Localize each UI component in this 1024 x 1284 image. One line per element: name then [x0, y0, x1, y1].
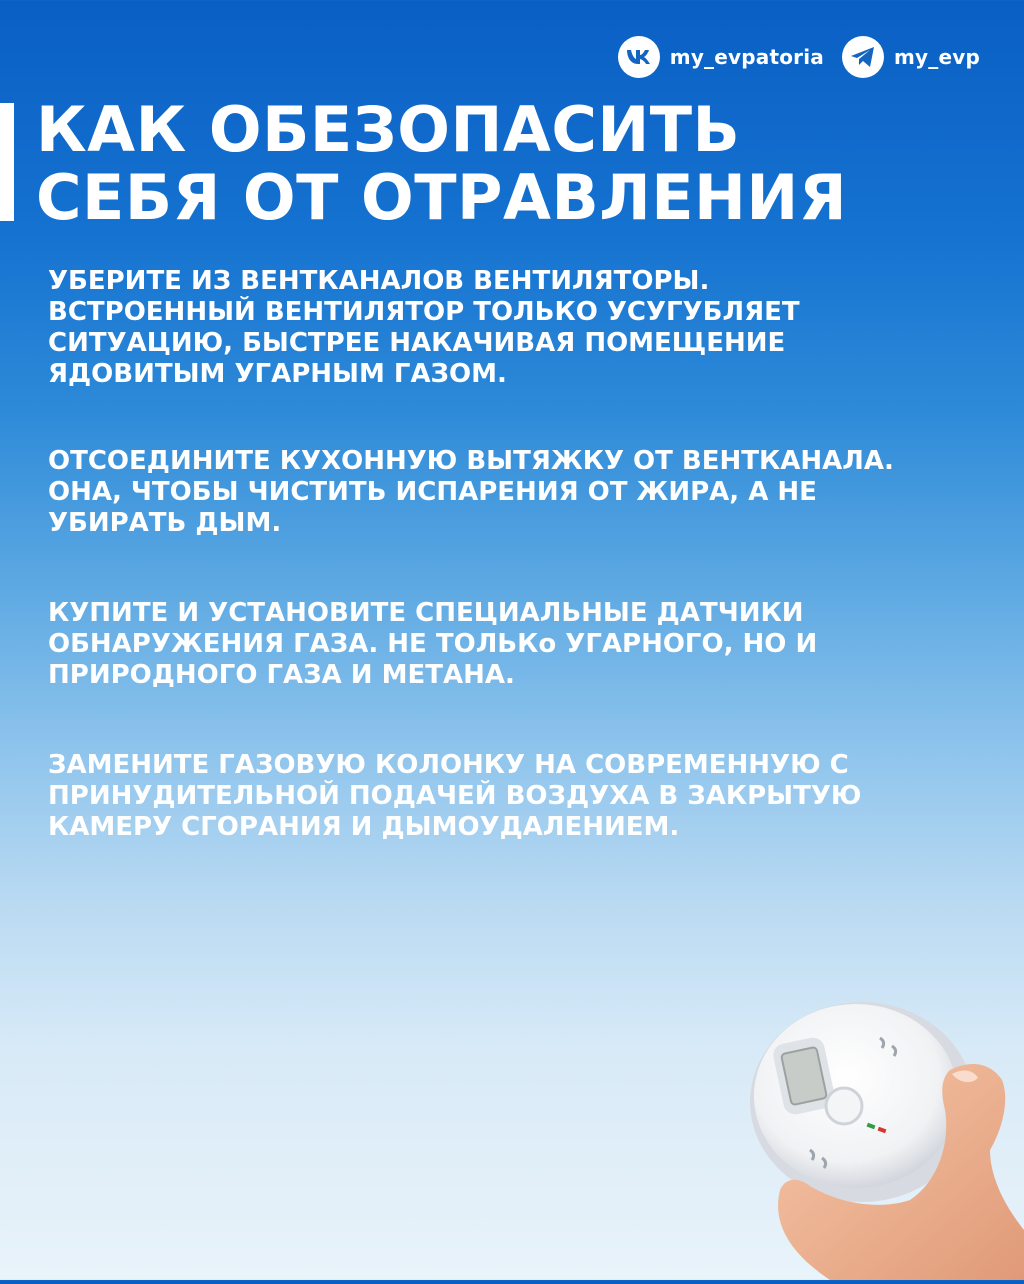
tip-2 — [48, 446, 998, 539]
telegram-handle: my_evp — [894, 45, 980, 69]
tip-4-line: КАМЕРУ СГОРАНИЯ И ДЫМОУДАЛЕНИЕМ. — [48, 812, 680, 842]
tip-3-line: КУПИТЕ И УСТАНОВИТЕ СПЕЦИАЛЬНЫЕ ДАТЧИКИ — [48, 598, 804, 628]
tip-4 — [48, 750, 998, 843]
tip-3-line: ОБНАРУЖЕНИЯ ГАЗА. НЕ ТОЛЬКо УГАРНОГО, НО И — [48, 629, 818, 659]
detector-button — [826, 1088, 862, 1124]
title-line-2: СЕБЯ ОТ ОТРАВЛЕНИЯ — [36, 161, 848, 234]
tip-1-line: УБЕРИТЕ ИЗ ВЕНТКАНАЛОВ ВЕНТИЛЯТОРЫ. — [48, 266, 710, 296]
tip-4-line: ПРИНУДИТЕЛЬНОЙ ПОДАЧЕЙ ВОЗДУХА В ЗАКРЫТУЮ — [48, 781, 862, 811]
tip-1-line: ЯДОВИТЫМ УГАРНЫМ ГАЗОМ. — [48, 359, 507, 389]
tip-2-line: ОТСОЕДИНИТЕ КУХОННУЮ ВЫТЯЖКУ ОТ ВЕНТКАНАЛА. — [48, 446, 894, 476]
social-links — [618, 36, 980, 78]
telegram-link[interactable] — [842, 36, 980, 78]
tip-2-line: ОНА, ЧТОБЫ ЧИСТИТЬ ИСПАРЕНИЯ ОТ ЖИРА, А НЕ — [48, 477, 817, 507]
tip-4-line: ЗАМЕНИТЕ ГАЗОВУЮ КОЛОНКУ НА СОВРЕМЕННУЮ С — [48, 750, 849, 780]
tip-1-line: ВСТРОЕННЫЙ ВЕНТИЛЯТОР ТОЛЬКО УСУГУБЛЯЕТ — [48, 297, 800, 327]
title-line-1: КАК ОБЕЗОПАСИТЬ — [36, 93, 741, 166]
vk-link[interactable] — [618, 36, 824, 78]
tip-2-line: УБИРАТЬ ДЫМ. — [48, 508, 282, 538]
tip-3-line: ПРИРОДНОГО ГАЗА И МЕТАНА. — [48, 660, 515, 690]
vk-icon — [618, 36, 660, 78]
page-title — [36, 93, 848, 234]
tip-1-line: СИТУАЦИЮ, БЫСТРЕЕ НАКАЧИВАЯ ПОМЕЩЕНИЕ — [48, 328, 786, 358]
tip-3 — [48, 598, 998, 691]
co-detector-image — [740, 990, 1024, 1280]
telegram-icon — [842, 36, 884, 78]
vk-handle: my_evpatoria — [669, 45, 824, 69]
title-accent-bar — [0, 103, 14, 221]
tip-1 — [48, 266, 998, 390]
co-detector-illustration — [740, 990, 1024, 1280]
